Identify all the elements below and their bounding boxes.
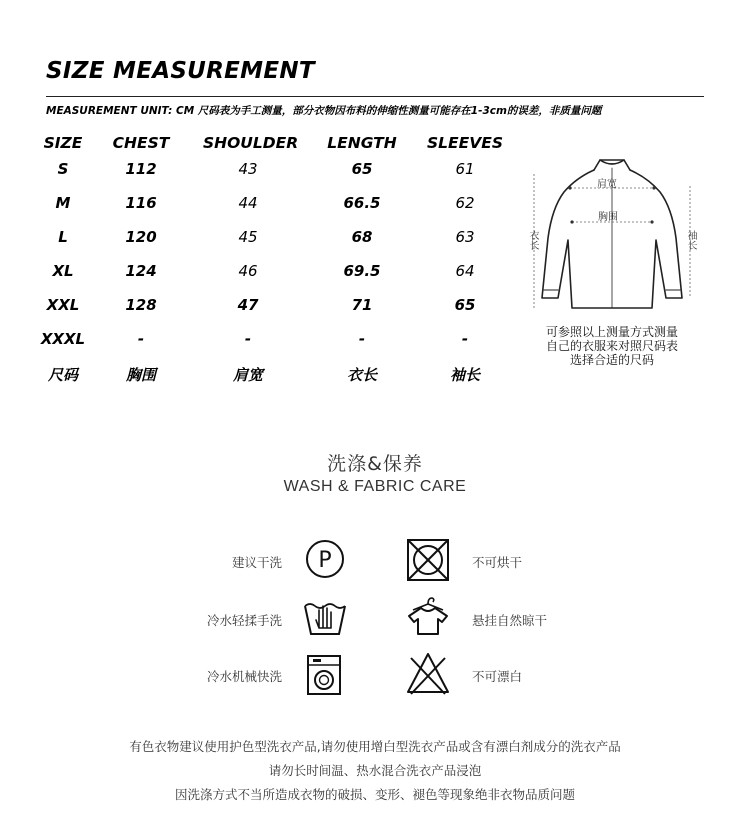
size-cell: M [55,194,71,212]
shoulder-cell: 46 [238,262,258,280]
sleeves-cell: 61 [455,160,475,178]
page-title: SIZE MEASUREMENT [46,58,315,84]
column-header-sleeves: SLEEVES [427,134,503,152]
length-cell: 69.5 [343,262,381,280]
shoulder-label: 肩宽 [597,179,617,190]
sleeves-cell: - [461,330,469,348]
care-label-no-bleach: 不可漂白 [472,669,523,684]
care-title-cn: 洗涤&保养 [327,453,423,475]
sleeve-label: 袖长 [685,230,696,250]
size-cell: XXL [46,296,80,314]
chest-cell: 112 [125,160,157,178]
chest-cell: 120 [125,228,157,246]
shoulder-cell: - [244,330,252,348]
size-cell: S [57,160,69,178]
column-header-size: SIZE [43,134,83,152]
chest-cell: 128 [125,296,157,314]
shoulder-cell: 43 [238,160,258,178]
chest-cell: 124 [125,262,157,280]
measurement-unit-note: MEASUREMENT UNIT: CM 尺码表为手工测量，部分衣物因布料的伸缩性测量可能存在1-3cm的误差，非质量问题 [46,105,602,117]
size-cell: L [58,228,68,246]
length-cell: 66.5 [343,194,381,212]
shoulder-cell: 44 [238,194,258,212]
measurement-note [522,325,702,367]
cn-header-length: 衣长 [346,366,377,384]
sleeves-cell: 65 [454,296,476,314]
dry-clean-icon [304,538,346,580]
cn-header-sleeves: 袖长 [449,366,480,384]
size-cell: XL [52,262,74,280]
footer-line: 有色衣物建议使用护色型洗衣产品,请勿使用增白型洗衣产品或含有漂白剂成分的洗衣产品 [129,739,621,754]
no-tumble-dry-icon [406,538,450,582]
no-bleach-icon [405,650,451,696]
length-cell: 65 [351,160,373,178]
care-label-hand-wash: 冷水轻揉手洗 [206,613,282,628]
sleeves-cell: 63 [455,228,475,246]
size-cell: XXXL [40,330,86,348]
length-cell: 68 [351,228,373,246]
column-header-chest: CHEST [112,134,170,152]
care-label-no-tumble-dry: 不可烘干 [472,555,523,570]
care-label-hang-dry: 悬挂自然晾干 [472,613,548,628]
chest-cell: - [137,330,145,348]
care-title-en: WASH & FABRIC CARE [283,478,467,495]
title-divider [46,96,704,97]
care-label-machine-wash: 冷水机械快洗 [206,669,282,684]
hand-wash-icon [302,594,348,638]
length-label: 衣长 [527,230,538,250]
footer-line: 因洗涤方式不当所造成衣物的破损、变形、褪色等现象绝非衣物品质问题 [174,787,575,802]
care-label-dry-clean: 建议干洗 [231,555,282,570]
footer-line: 请勿长时间温、热水混合洗衣产品浸泡 [268,763,482,778]
cn-header-chest: 胸围 [125,366,156,384]
sleeves-cell: 62 [455,194,475,212]
cn-header-size: 尺码 [47,366,78,384]
measurement-diagram [524,158,700,322]
sleeves-cell: 64 [455,262,475,280]
note-line: 可参照以上测量方式测量 [545,325,678,339]
length-cell: - [358,330,366,348]
chest-label: 胸围 [598,212,618,223]
svg-text:P: P [318,548,332,573]
machine-wash-icon [306,654,342,696]
column-header-length: LENGTH [327,134,397,152]
shoulder-cell: 47 [237,296,259,314]
column-header-shoulder: SHOULDER [203,134,299,152]
note-line: 自己的衣服来对照尺码表 [545,339,678,353]
shoulder-cell: 45 [238,228,258,246]
note-line: 选择合适的尺码 [569,353,654,367]
chest-cell: 116 [125,194,157,212]
length-cell: 71 [351,296,373,314]
cn-header-shoulder: 肩宽 [232,366,263,384]
hang-dry-icon [405,594,451,638]
